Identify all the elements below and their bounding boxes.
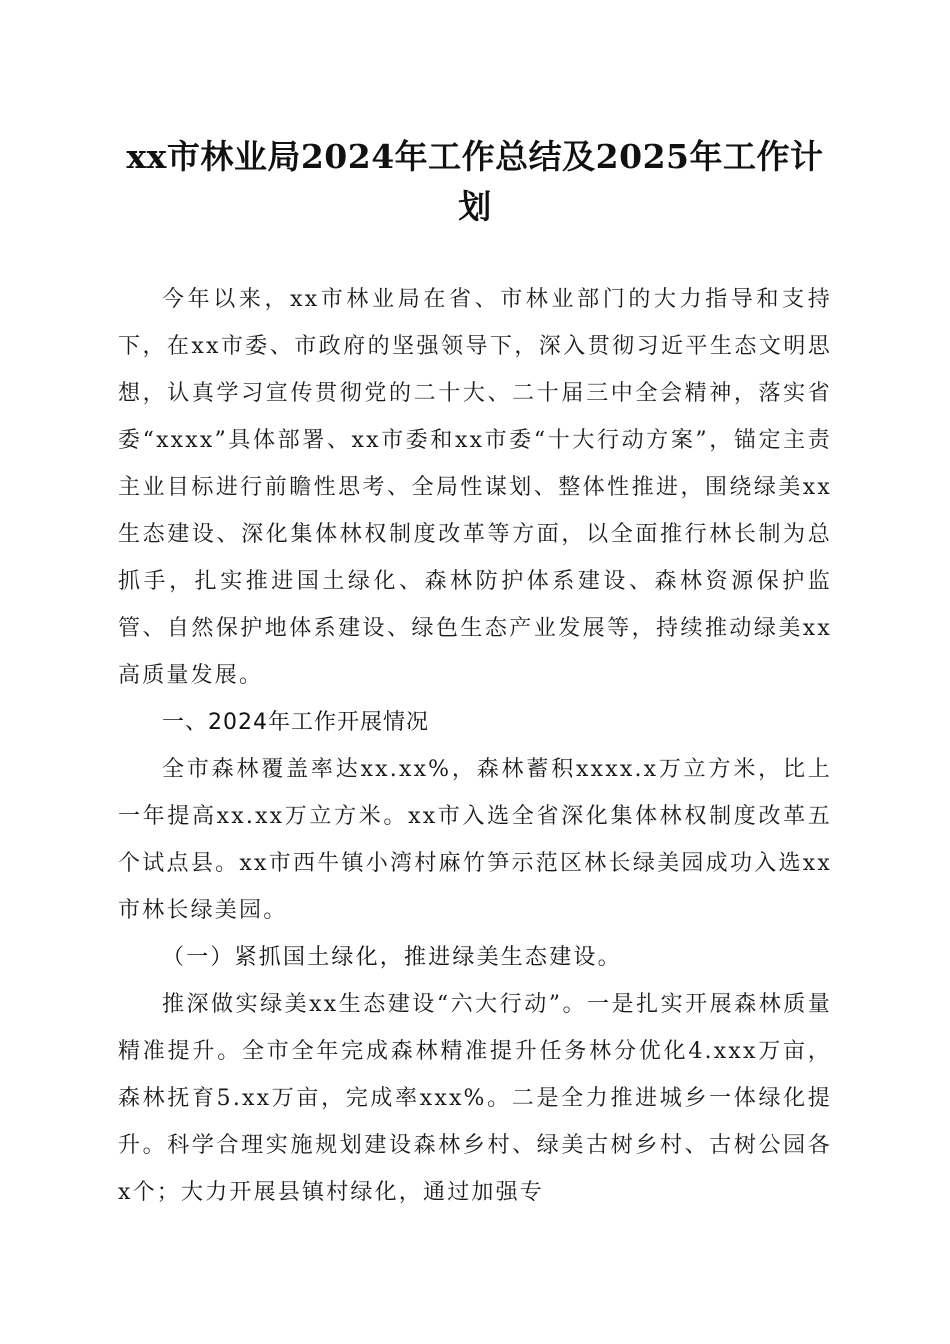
section-summary-paragraph: 全市森林覆盖率达xx.xx%，森林蓄积xxxx.x万立方米，比上一年提高xx.xx万立方米。xx市入选全省深化集体林权制度改革五个试点县。xx市西牛镇小湾村麻竹笋示范区林长绿美园成功入选xx市林长绿美园。 [118, 757, 832, 923]
subsection-heading-greening: （一）紧抓国土绿化，推进绿美生态建设。 [162, 945, 622, 970]
document-body [118, 276, 832, 1216]
intro-paragraph: 今年以来，xx市林业局在省、市林业部门的大力指导和支持下，在xx市委、市政府的坚强领导下，深入贯彻习近平生态文明思想，认真学习宣传贯彻党的二十大、二十届三中全会精神，落实省委“xxxx”具体部署、xx市委和xx市委“十大行动方案”，锚定主责主业目标进行前瞻性思考、全局性谋划、整体性推进，围绕绿美xx生态建设、深化集体林权制度改革等方面，以全面推行林长制为总抓手，扎实推进国土绿化、森林防护体系建设、森林资源保护监管、自然保护地体系建设、绿色生态产业发展等，持续推动绿美xx高质量发展。 [118, 287, 832, 688]
subsection-body-paragraph: 推深做实绿美xx生态建设“六大行动”。一是扎实开展森林质量精准提升。全市全年完成森林精准提升任务林分优化4.xxx万亩，森林抚育5.xx万亩，完成率xxx%。二是全力推进城乡一体绿化提升。科学合理实施规划建设森林乡村、绿美古树乡村、古树公园各x个；大力开展县镇村绿化，通过加强专 [118, 992, 832, 1205]
section-heading-2024-work: 一、2024年工作开展情况 [162, 710, 429, 735]
document-title: xx市林业局2024年工作总结及2025年工作计划 [126, 137, 824, 226]
